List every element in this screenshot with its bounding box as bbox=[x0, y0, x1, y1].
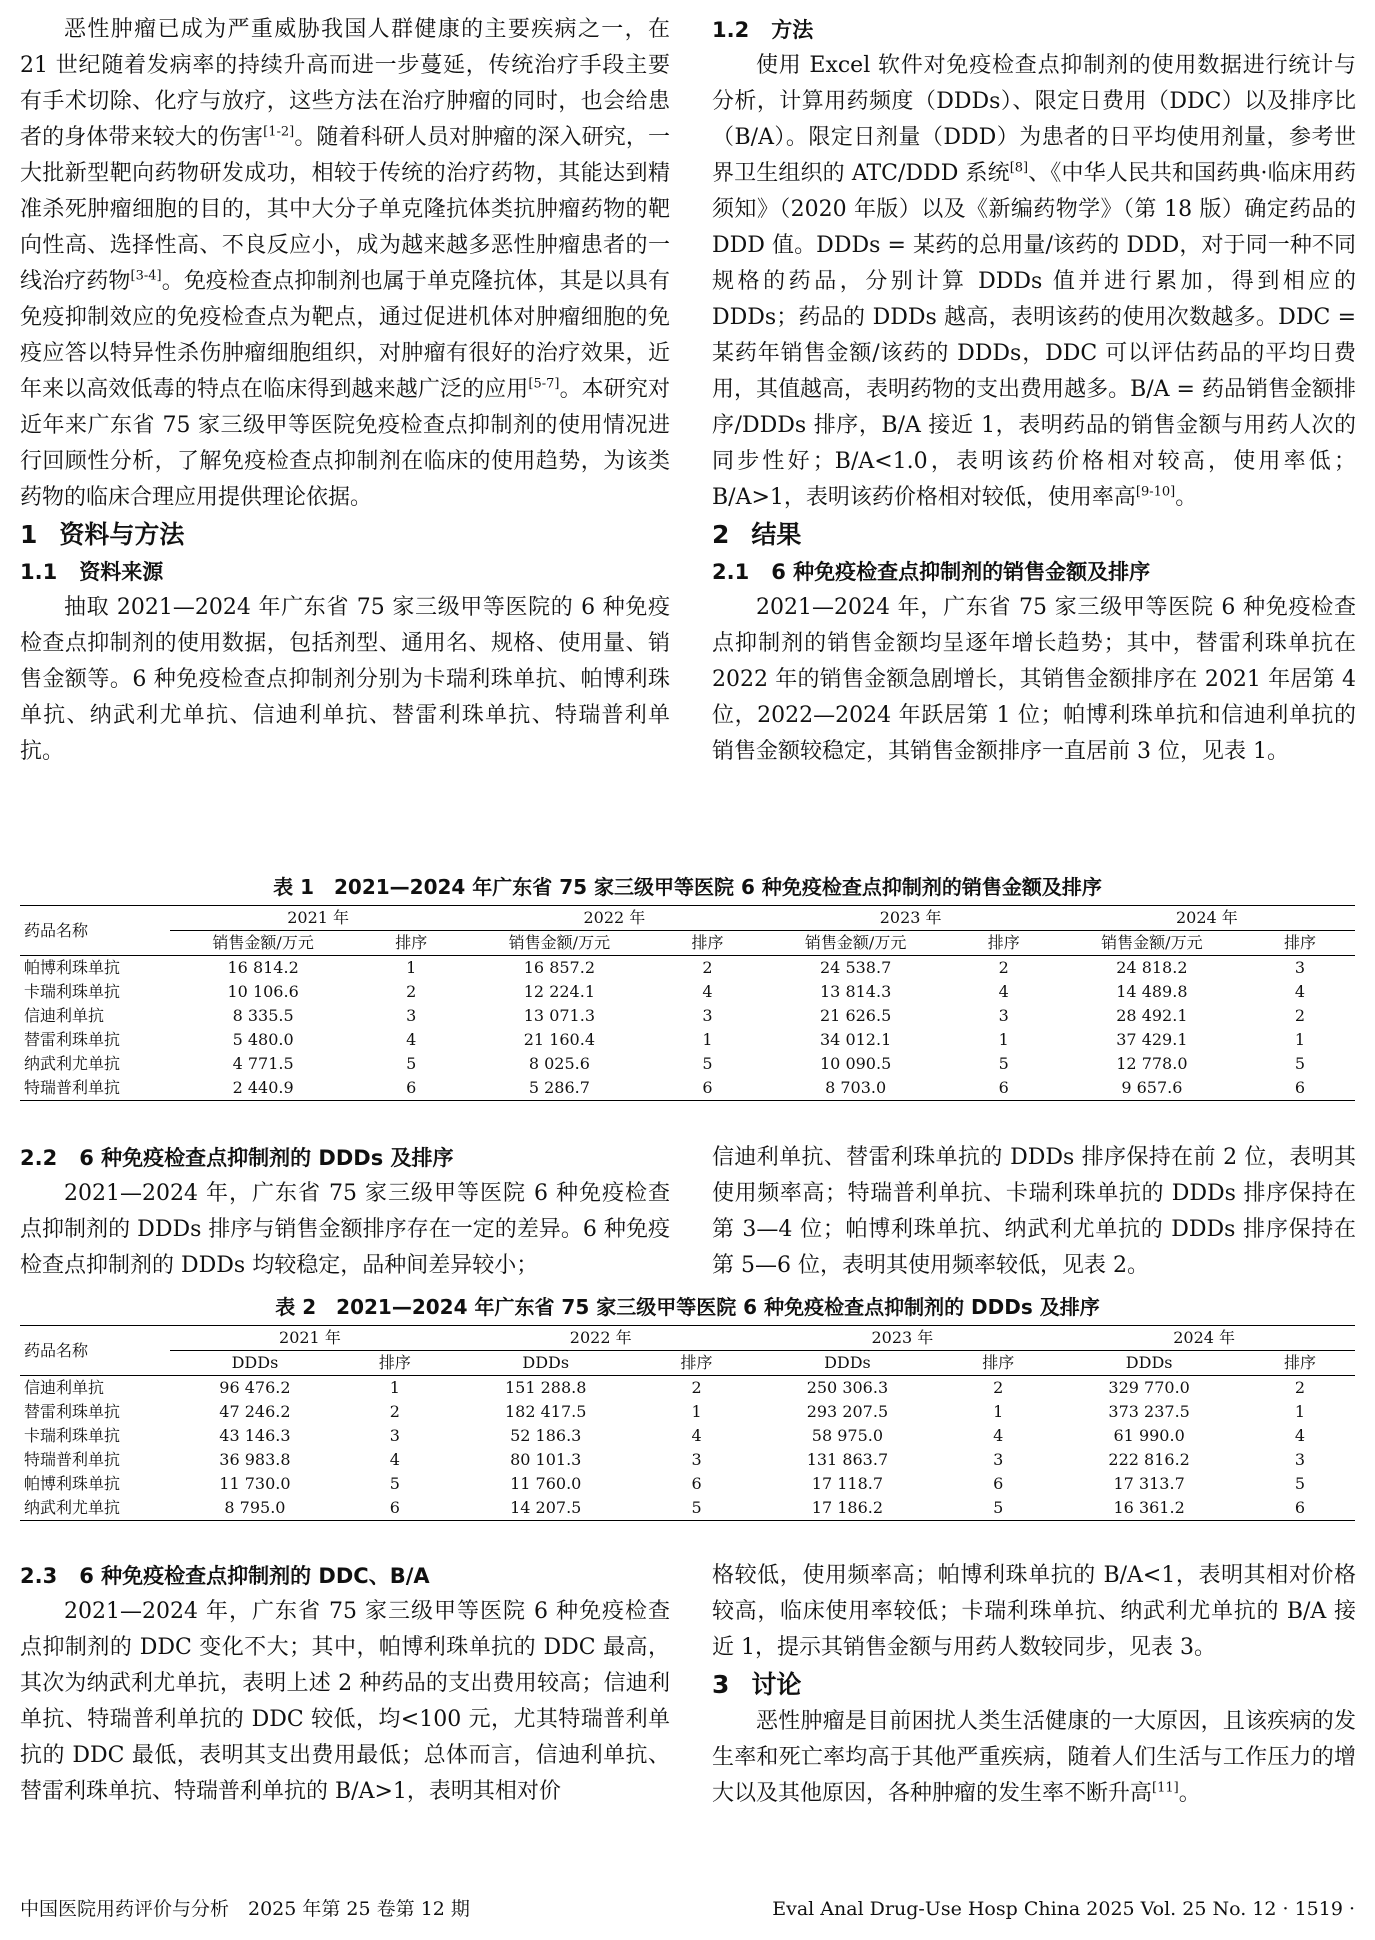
value-cell: 16 857.2 bbox=[523, 958, 595, 977]
table-row bbox=[20, 1076, 1355, 1101]
rank-cell: 2 bbox=[702, 958, 713, 977]
rank-cell: 5 bbox=[389, 1474, 400, 1493]
table1-sub-rank: 排序 bbox=[949, 931, 1059, 956]
value-cell: 36 983.8 bbox=[219, 1450, 291, 1469]
table2-sub-value: DDDs bbox=[450, 1351, 642, 1376]
table-row bbox=[20, 1424, 1355, 1448]
drug-name-cell: 帕博利珠单抗 bbox=[24, 958, 121, 977]
value-cell: 11 760.0 bbox=[510, 1474, 582, 1493]
table1-sub-value: 销售金额/万元 bbox=[170, 931, 356, 956]
table1-sub-value: 销售金额/万元 bbox=[1059, 931, 1245, 956]
citation-ref[interactable]: [5-7] bbox=[528, 376, 560, 392]
rank-cell: 2 bbox=[406, 982, 417, 1001]
section-2-3-right bbox=[712, 1558, 1356, 1812]
drug-name-cell: 特瑞普利单抗 bbox=[24, 1450, 121, 1469]
value-cell: 11 730.0 bbox=[219, 1474, 291, 1493]
table2-sub-rank: 排序 bbox=[642, 1351, 752, 1376]
sales-paragraph: 2021—2024 年，广东省 75 家三级甲等医院 6 种免疫检查点抑制剂的销售金额均呈逐年增长趋势；其中，替雷利珠单抗在 2022 年的销售金额急剧增长，其销售金额排序在 2021 年居第 4 位，2022—2024 年跃居第 1 位；帕博利珠单抗和信迪利单抗的销售金额较稳定，其销售金额排序一直居前 3 位，见表 1。 bbox=[712, 595, 1356, 764]
value-cell: 12 224.1 bbox=[523, 982, 595, 1001]
table1-caption: 表 1 2021—2024 年广东省 75 家三级甲等医院 6 种免疫检查点抑制剂的销售金额及排序 bbox=[273, 875, 1102, 899]
table1-sub-value: 销售金额/万元 bbox=[466, 931, 652, 956]
drug-name-cell: 信迪利单抗 bbox=[24, 1006, 105, 1025]
value-cell: 28 492.1 bbox=[1116, 1006, 1188, 1025]
table1-year: 2022 年 bbox=[466, 906, 762, 931]
rank-cell: 2 bbox=[1294, 1378, 1306, 1397]
rank-cell: 1 bbox=[1294, 1402, 1306, 1421]
table1-sub-rank: 排序 bbox=[356, 931, 466, 956]
value-cell: 24 538.7 bbox=[820, 958, 892, 977]
table2-sub-value: DDDs bbox=[752, 1351, 944, 1376]
table-row bbox=[20, 1004, 1355, 1028]
value-cell: 5 480.0 bbox=[232, 1030, 294, 1049]
rank-cell: 3 bbox=[993, 1450, 1004, 1469]
rank-cell: 3 bbox=[1294, 958, 1306, 977]
rank-cell: 1 bbox=[1294, 1030, 1306, 1049]
value-cell: 8 703.0 bbox=[763, 1076, 949, 1101]
value-cell: 9 657.6 bbox=[1059, 1076, 1245, 1101]
value-cell: 17 118.7 bbox=[811, 1474, 884, 1493]
ddds-paragraph-right: 信迪利单抗、替雷利珠单抗的 DDDs 排序保持在前 2 位，表明其使用频率高；特瑞普利单抗、卡瑞利珠单抗的 DDDs 排序保持在第 3—4 位；帕博利珠单抗、纳武利尤单抗的 DDDs 排序保持在第 5—6 位，表明其使用频率较低，见表 2。 bbox=[712, 1145, 1356, 1278]
value-cell: 61 990.0 bbox=[1113, 1426, 1185, 1445]
rank-cell: 2 bbox=[1294, 1006, 1306, 1025]
rank-cell: 3 bbox=[389, 1426, 400, 1445]
ddc-paragraph-left: 2021—2024 年，广东省 75 家三级甲等医院 6 种免疫检查点抑制剂的 DDC 变化不大；其中，帕博利珠单抗的 DDC 最高，其次为纳武利尤单抗，表明上述 2 种药品的支出费用较高；信迪利单抗、特瑞普利单抗的 DDC 较低，均<100 元，尤其特瑞普利单抗的 DDC 最低，表明其支出费用最低；总体而言，信迪利单抗、替雷利珠单抗、特瑞普利单抗的 B/A>1，表明其相对价 bbox=[20, 1599, 670, 1804]
value-cell: 52 186.3 bbox=[510, 1426, 582, 1445]
rank-cell: 3 bbox=[406, 1006, 417, 1025]
value-cell: 151 288.8 bbox=[504, 1378, 587, 1397]
table-row bbox=[20, 1052, 1355, 1076]
table-row bbox=[20, 1448, 1355, 1472]
table1 bbox=[20, 905, 1355, 1101]
drug-name-cell: 卡瑞利珠单抗 bbox=[24, 1426, 121, 1445]
table2-sub-rank: 排序 bbox=[1245, 1351, 1355, 1376]
rank-cell: 4 bbox=[702, 982, 713, 1001]
value-cell: 37 429.1 bbox=[1116, 1030, 1188, 1049]
value-cell: 21 626.5 bbox=[820, 1006, 892, 1025]
rank-cell: 1 bbox=[691, 1402, 702, 1421]
value-cell: 250 306.3 bbox=[806, 1378, 889, 1397]
section-heading-3: 3 讨论 bbox=[712, 1670, 802, 1699]
value-cell: 329 770.0 bbox=[1108, 1378, 1190, 1397]
table-row bbox=[20, 1376, 1355, 1401]
rank-cell: 4 bbox=[691, 1426, 702, 1445]
citation-ref[interactable]: [8] bbox=[1009, 160, 1029, 176]
value-cell: 80 101.3 bbox=[510, 1450, 582, 1469]
table2-year: 2024 年 bbox=[1053, 1326, 1355, 1351]
value-cell: 2 440.9 bbox=[170, 1076, 356, 1101]
table2-sub-value: DDDs bbox=[170, 1351, 340, 1376]
table1-sub-value: 销售金额/万元 bbox=[763, 931, 949, 956]
section-heading-2: 2 结果 bbox=[712, 520, 802, 549]
section-heading-2-3: 2.3 6 种免疫检查点抑制剂的 DDC、B/A bbox=[20, 1564, 430, 1588]
value-cell: 13 814.3 bbox=[820, 982, 892, 1001]
rank-cell: 3 bbox=[1294, 1450, 1306, 1469]
value-cell: 8 795.0 bbox=[170, 1496, 340, 1521]
rank-cell: 2 bbox=[389, 1402, 400, 1421]
table1-year: 2021 年 bbox=[170, 906, 466, 931]
rank-cell: 6 bbox=[340, 1496, 450, 1521]
section-2-2-right bbox=[712, 1140, 1356, 1284]
rank-cell: 4 bbox=[998, 982, 1009, 1001]
rank-cell: 6 bbox=[356, 1076, 466, 1101]
rank-cell: 3 bbox=[998, 1006, 1009, 1025]
value-cell: 58 975.0 bbox=[811, 1426, 884, 1445]
ddds-paragraph-left: 2021—2024 年，广东省 75 家三级甲等医院 6 种免疫检查点抑制剂的 DDDs 排序与销售金额排序存在一定的差异。6 种免疫检查点抑制剂的 DDDs 均较稳定，品种间差异较小； bbox=[20, 1181, 670, 1278]
value-cell: 13 071.3 bbox=[523, 1006, 595, 1025]
discussion-paragraph: 恶性肿瘤是目前困扰人类生活健康的一大原因，且该疾病的发生率和死亡率均高于其他严重疾病，随着人们生活与工作压力的增大以及其他原因，各种肿瘤的发生率不断升高[11]。 bbox=[712, 1709, 1356, 1806]
data-source-paragraph: 抽取 2021—2024 年广东省 75 家三级甲等医院的 6 种免疫检查点抑制剂的使用数据，包括剂型、通用名、规格、使用量、销售金额等。6 种免疫检查点抑制剂分别为卡瑞利珠单抗、帕博利珠单抗、纳武利尤单抗、信迪利单抗、替雷利珠单抗、特瑞普利单抗。 bbox=[20, 595, 670, 764]
value-cell: 222 816.2 bbox=[1108, 1450, 1190, 1469]
rank-cell: 1 bbox=[406, 958, 417, 977]
rank-cell: 6 bbox=[1245, 1496, 1355, 1521]
rank-cell: 1 bbox=[702, 1030, 713, 1049]
right-column-top bbox=[712, 12, 1356, 770]
citation-ref[interactable]: [9-10] bbox=[1135, 484, 1176, 500]
rank-cell: 5 bbox=[998, 1054, 1009, 1073]
rank-cell: 2 bbox=[998, 958, 1009, 977]
value-cell: 43 146.3 bbox=[219, 1426, 291, 1445]
value-cell: 17 186.2 bbox=[752, 1496, 944, 1521]
drug-name-cell: 帕博利珠单抗 bbox=[24, 1474, 121, 1493]
value-cell: 16 814.2 bbox=[227, 958, 299, 977]
table-row bbox=[20, 1496, 1355, 1521]
method-paragraph: 使用 Excel 软件对免疫检查点抑制剂的使用数据进行统计与分析，计算用药频度（DDDs）、限定日费用（DDC）以及排序比（B/A）。限定日剂量（DDD）为患者的日平均使用剂量，参考世界卫生组织的 ATC/DDD 系统[8]、《中华人民共和国药典·临床用药须知》（2020 年版）以及《新编药物学》（第 18 版）确定药品的 DDD 值。DDDs = 某药的总用量/该药的 DDD，对于同一种不同规格的药品，分别计算 DDDs 值并进行累加，得到相应的 DDDs；药品的 DDDs 越高，表明该药的使用次数越多。DDC = 某药年销售金额/该药的 DDDs，DDC 可以评估药品的平均日费用，其值越高，表明药物的支出费用越多。B/A = 药品销售金额排序/DDDs 排序，B/A 接近 1，表明药品的销售金额与用药人次的同步性好；B/A<1.0，表明该药价格相对较高，使用率低；B/A>1，表明该药价格相对较低，使用率高[9-10]。 bbox=[712, 53, 1356, 510]
value-cell: 12 778.0 bbox=[1116, 1054, 1188, 1073]
left-column-top bbox=[20, 12, 670, 770]
table2-sub-rank: 排序 bbox=[340, 1351, 450, 1376]
rank-cell: 1 bbox=[389, 1378, 400, 1397]
footer-page: Eval Anal Drug-Use Hosp China 2025 Vol. 25 No. 12 · 1519 · bbox=[772, 1898, 1355, 1920]
section-heading-2-2: 2.2 6 种免疫检查点抑制剂的 DDDs 及排序 bbox=[20, 1146, 454, 1170]
section-2-3-left bbox=[20, 1558, 670, 1810]
rank-cell: 4 bbox=[1294, 982, 1306, 1001]
value-cell: 4 771.5 bbox=[232, 1054, 294, 1073]
citation-ref[interactable]: [11] bbox=[1152, 1780, 1179, 1796]
value-cell: 14 489.8 bbox=[1116, 982, 1188, 1001]
rank-cell: 3 bbox=[691, 1450, 702, 1469]
value-cell: 21 160.4 bbox=[523, 1030, 595, 1049]
ddc-paragraph-right: 格较低，使用频率高；帕博利珠单抗的 B/A<1，表明其相对价格较高，临床使用率较低；卡瑞利珠单抗、纳武利尤单抗的 B/A 接近 1，提示其销售金额与用药人数较同步，见表 3。 bbox=[712, 1563, 1356, 1660]
citation-ref[interactable]: [3-4] bbox=[130, 268, 162, 284]
value-cell: 16 361.2 bbox=[1053, 1496, 1245, 1521]
table2-sub-rank: 排序 bbox=[943, 1351, 1053, 1376]
rank-cell: 1 bbox=[993, 1402, 1004, 1421]
value-cell: 10 106.6 bbox=[227, 982, 299, 1001]
table2-year: 2023 年 bbox=[752, 1326, 1054, 1351]
table2 bbox=[20, 1325, 1355, 1521]
drug-name-cell: 卡瑞利珠单抗 bbox=[24, 982, 121, 1001]
rank-cell: 6 bbox=[1245, 1076, 1355, 1101]
table1-col-drug: 药品名称 bbox=[20, 906, 170, 956]
value-cell: 47 246.2 bbox=[219, 1402, 291, 1421]
rank-cell: 6 bbox=[691, 1474, 702, 1493]
section-2-2-left bbox=[20, 1140, 670, 1284]
value-cell: 96 476.2 bbox=[219, 1378, 291, 1397]
rank-cell: 4 bbox=[993, 1426, 1004, 1445]
section-heading-1: 1 资料与方法 bbox=[20, 520, 185, 549]
value-cell: 17 313.7 bbox=[1113, 1474, 1185, 1493]
rank-cell: 5 bbox=[642, 1496, 752, 1521]
drug-name-cell: 信迪利单抗 bbox=[24, 1378, 105, 1397]
rank-cell: 5 bbox=[702, 1054, 713, 1073]
rank-cell: 5 bbox=[943, 1496, 1053, 1521]
table2-caption: 表 2 2021—2024 年广东省 75 家三级甲等医院 6 种免疫检查点抑制剂的 DDDs 及排序 bbox=[275, 1295, 1100, 1319]
rank-cell: 4 bbox=[406, 1030, 417, 1049]
value-cell: 182 417.5 bbox=[504, 1402, 587, 1421]
table1-sub-rank: 排序 bbox=[653, 931, 763, 956]
rank-cell: 6 bbox=[949, 1076, 1059, 1101]
table-row bbox=[20, 956, 1355, 981]
value-cell: 10 090.5 bbox=[820, 1054, 892, 1073]
drug-name-cell: 纳武利尤单抗 bbox=[20, 1496, 170, 1521]
table2-year: 2021 年 bbox=[170, 1326, 450, 1351]
value-cell: 8 025.6 bbox=[528, 1054, 590, 1073]
table-row bbox=[20, 1028, 1355, 1052]
value-cell: 8 335.5 bbox=[232, 1006, 294, 1025]
drug-name-cell: 特瑞普利单抗 bbox=[20, 1076, 170, 1101]
table-row bbox=[20, 1472, 1355, 1496]
rank-cell: 4 bbox=[1294, 1426, 1306, 1445]
drug-name-cell: 纳武利尤单抗 bbox=[24, 1054, 121, 1073]
table-row bbox=[20, 1400, 1355, 1424]
rank-cell: 5 bbox=[406, 1054, 417, 1073]
section-heading-1-2: 1.2 方法 bbox=[712, 18, 814, 42]
drug-name-cell: 替雷利珠单抗 bbox=[24, 1030, 121, 1049]
value-cell: 131 863.7 bbox=[806, 1450, 889, 1469]
table2-year: 2022 年 bbox=[450, 1326, 752, 1351]
section-heading-2-1: 2.1 6 种免疫检查点抑制剂的销售金额及排序 bbox=[712, 560, 1151, 584]
table1-year: 2023 年 bbox=[763, 906, 1059, 931]
table1-sub-rank: 排序 bbox=[1245, 931, 1355, 956]
intro-paragraph: 恶性肿瘤已成为严重威胁我国人群健康的主要疾病之一，在 21 世纪随着发病率的持续升高而进一步蔓延，传统治疗手段主要有手术切除、化疗与放疗，这些方法在治疗肿瘤的同时，也会给患者的身体带来较大的伤害[1-2]。随着科研人员对肿瘤的深入研究，一大批新型靶向药物研发成功，相较于传统的治疗药物，其能达到精准杀死肿瘤细胞的目的，其中大分子单克隆抗体类抗肿瘤药物的靶向性高、选择性高、不良反应小，成为越来越多恶性肿瘤患者的一线治疗药物[3-4]。免疫检查点抑制剂也属于单克隆抗体，其是以具有免疫抑制效应的免疫检查点为靶点，通过促进机体对肿瘤细胞的免疫应答以特异性杀伤肿瘤细胞组织，对肿瘤有很好的治疗效果，近年来以高效低毒的特点在临床得到越来越广泛的应用[5-7]。本研究对近年来广东省 75 家三级甲等医院免疫检查点抑制剂的使用情况进行回顾性分析，了解免疫检查点抑制剂在临床的使用趋势，为该类药物的临床合理应用提供理论依据。 bbox=[20, 17, 670, 510]
section-heading-1-1: 1.1 资料来源 bbox=[20, 560, 164, 584]
rank-cell: 3 bbox=[702, 1006, 713, 1025]
drug-name-cell: 替雷利珠单抗 bbox=[24, 1402, 121, 1421]
rank-cell: 4 bbox=[389, 1450, 400, 1469]
rank-cell: 6 bbox=[653, 1076, 763, 1101]
value-cell: 5 286.7 bbox=[466, 1076, 652, 1101]
value-cell: 24 818.2 bbox=[1116, 958, 1188, 977]
table1-year: 2024 年 bbox=[1059, 906, 1355, 931]
value-cell: 293 207.5 bbox=[806, 1402, 889, 1421]
table2-col-drug: 药品名称 bbox=[20, 1326, 170, 1376]
rank-cell: 1 bbox=[998, 1030, 1009, 1049]
footer-journal: 中国医院用药评价与分析 2025 年第 25 卷第 12 期 bbox=[20, 1898, 470, 1920]
rank-cell: 6 bbox=[993, 1474, 1004, 1493]
rank-cell: 5 bbox=[1294, 1474, 1306, 1493]
rank-cell: 2 bbox=[691, 1378, 702, 1397]
table-row bbox=[20, 980, 1355, 1004]
value-cell: 373 237.5 bbox=[1108, 1402, 1190, 1421]
value-cell: 14 207.5 bbox=[450, 1496, 642, 1521]
rank-cell: 5 bbox=[1294, 1054, 1306, 1073]
rank-cell: 2 bbox=[993, 1378, 1004, 1397]
table2-sub-value: DDDs bbox=[1053, 1351, 1245, 1376]
value-cell: 34 012.1 bbox=[820, 1030, 892, 1049]
citation-ref[interactable]: [1-2] bbox=[263, 124, 295, 140]
